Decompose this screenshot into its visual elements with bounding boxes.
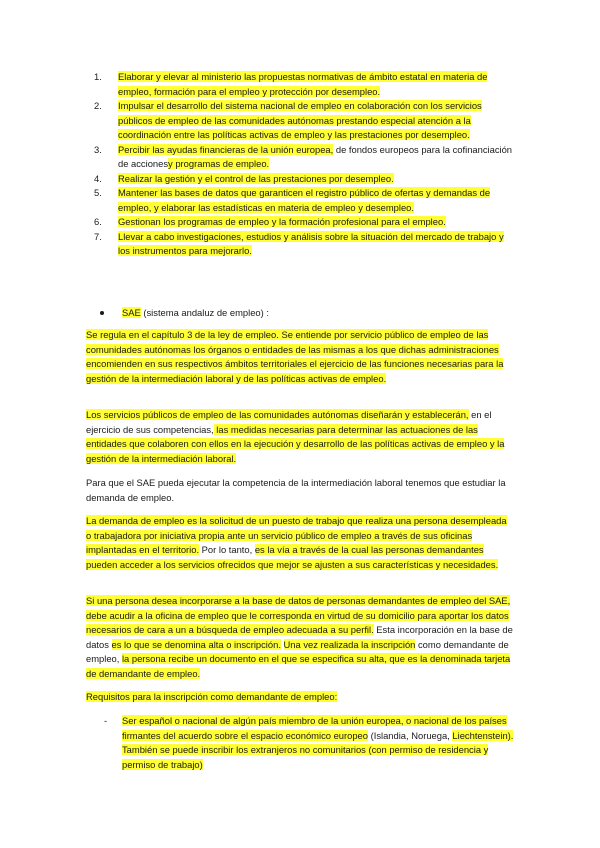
requirement-text: Liechtenstein). También se puede inscribir los extranjeros no comunitarios (con permiso de residencia y permiso de trabajo) <box>122 729 514 770</box>
list-number: 7. <box>94 230 102 242</box>
numbered-list <box>94 70 518 259</box>
list-number: 1. <box>94 71 102 82</box>
list-item <box>94 230 518 259</box>
paragraph-text: Una vez realizada la inscripción <box>283 638 416 650</box>
paragraph-text: Para que el SAE pueda ejecutar la competencia de la intermediación laboral tenemos que estudiar la demanda de empleo. <box>86 477 506 503</box>
paragraph-5 <box>86 594 514 681</box>
list-item <box>94 143 518 172</box>
paragraph-text: Se regula en el capítulo 3 de la ley de empleo. Se entiende por servicio público de empleo de las comunidades autónomas los órganos o entidades de las mismas a los que dichas administraciones encomienden en sus respectivos ámbitos territoriales el ejercicio de las funciones necesarias para la gestión de la intermediación laboral y de las políticas activas de empleo. <box>86 329 504 384</box>
paragraph-text: la persona recibe un documento en el que se especifica su alta, que es la denominada tarjeta de demandante de empleo. <box>86 653 511 679</box>
paragraph-4 <box>86 514 514 572</box>
list-number: 2. <box>94 100 102 111</box>
paragraph-plain-text: Por lo tanto, <box>199 544 255 555</box>
sae-label: SAE <box>122 307 141 318</box>
list-item <box>94 99 518 143</box>
paragraph-text: las medidas necesarias para determinar las actuaciones de las entidades que colaboren con ellos en la ejecución y desarrollo de las políticas activas de empleo y la gestión de la intermediación laboral. <box>86 423 505 464</box>
list-number: 4. <box>94 172 102 184</box>
list-item <box>94 70 518 99</box>
paragraph-plain-text: en el ejercicio de sus competencias, <box>86 409 492 435</box>
list-item-text: Llevar a cabo investigaciones, estudios y análisis sobre la situación del mercado de trabajo y los instrumentos para mejorarlo. <box>118 230 504 256</box>
list-number: 3. <box>94 143 102 155</box>
requirement-item <box>122 714 514 772</box>
paragraph-text: Los servicios públicos de empleo de las comunidades autónomas diseñarán y establecerán, <box>86 409 469 420</box>
list-item-text: Gestionan los programas de empleo y la formación profesional para el empleo. <box>118 216 446 227</box>
paragraph-3 <box>86 476 514 505</box>
requirement-text: Ser español o nacional de algún país miembro de la unión europea, o nacional de los países firmantes del acuerdo sobre el espacio económico europeo <box>122 715 507 741</box>
list-item <box>94 215 518 230</box>
paragraph-text: es lo que se denomina alta o inscripción. <box>111 638 281 650</box>
paragraph-1 <box>86 328 514 386</box>
list-item-text: Elaborar y elevar al ministerio las propuestas normativas de ámbito estatal en materia de empleo, formación para el empleo y protección por desempleo. <box>118 71 488 97</box>
paragraph-6 <box>86 690 514 705</box>
paragraph-2 <box>86 408 514 466</box>
list-number: 5. <box>94 187 102 198</box>
list-item <box>94 186 518 215</box>
list-item-text: Percibir las ayudas financieras de la unión europea, <box>118 143 334 155</box>
requirement-plain-text: (Islandia, Noruega, <box>367 729 453 741</box>
paragraph-plain-text: como demandante de empleo, <box>86 638 509 664</box>
paragraph-text: La demanda de empleo es la solicitud de un puesto de trabajo que realiza una persona desempleada o trabajadora por iniciativa propia ante un servicio público de empleo a través de sus oficinas implantadas en el territorio. <box>86 515 507 555</box>
list-item <box>94 172 518 187</box>
paragraph-text: Requisitos para la inscripción como demandante de empleo: <box>86 691 338 702</box>
list-item-text: y programas de empleo. <box>168 158 270 169</box>
paragraph-text: Si una persona desea incorporarse a la base de datos de personas demandantes de empleo del SAE, debe acudir a la oficina de empleo que le corresponda en virtud de su domicilio para aportar los datos necesarios de cara a un a búsqueda de empleo adecuada a su perfil. <box>86 595 511 635</box>
sae-description: (sistema andaluz de empleo) : <box>140 307 269 318</box>
dash-marker: - <box>104 715 108 726</box>
paragraph-text: es la vía a través de la cual las personas demandantes pueden acceder a los servicios ofrecidos que mejor se ajusten a sus características y necesidades. <box>86 544 499 570</box>
list-item-text: Realizar la gestión y el control de las prestaciones por desempleo. <box>118 172 394 184</box>
list-item-text: Mantener las bases de datos que garanticen el registro público de ofertas y demandas de empleo, y elaborar las estadísticas en materia de empleo y desempleo. <box>118 187 491 213</box>
bullet-icon <box>100 311 104 315</box>
list-item-plain-text: de fondos europeos para la cofinanciación de acciones <box>118 143 513 169</box>
list-number: 6. <box>94 216 102 227</box>
paragraph-plain-text: Esta incorporación en la base de datos <box>86 624 513 650</box>
list-item-text: Impulsar el desarrollo del sistema nacional de empleo en colaboración con los servicios públicos de empleo de las comunidades autónomas prestando especial atención a la coordinación entre las políticas activas de empleo y las prestaciones por desempleo. <box>118 100 482 140</box>
